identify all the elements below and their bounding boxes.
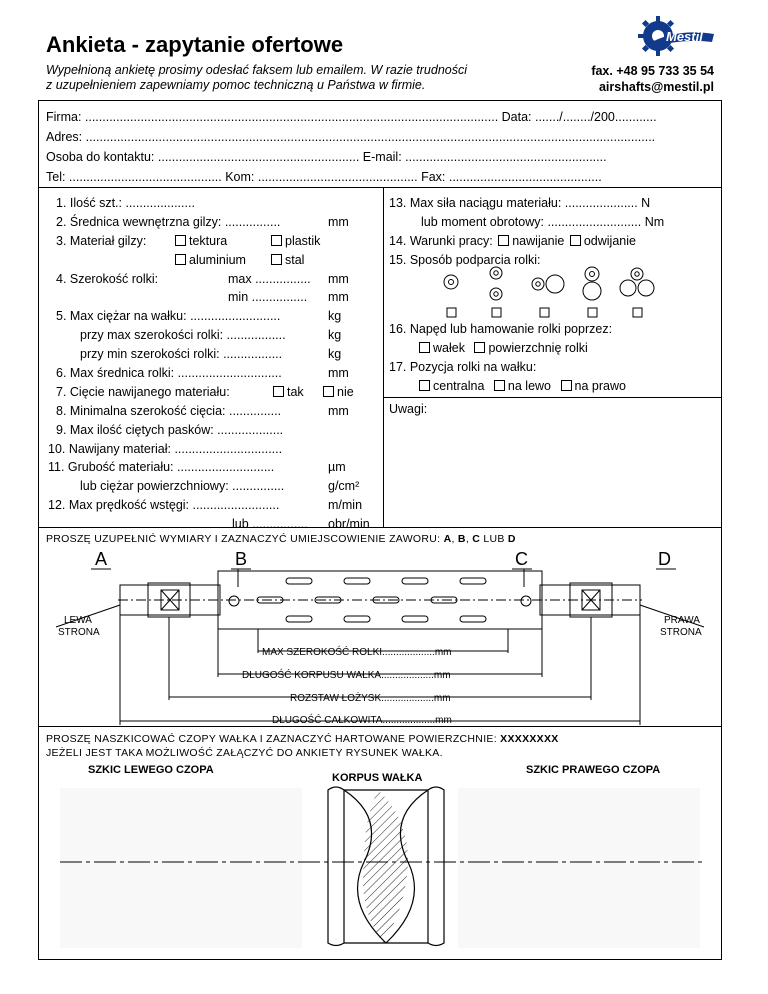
checkbox[interactable] xyxy=(419,342,430,353)
option-tektura[interactable]: tektura xyxy=(173,232,227,251)
q4-min[interactable]: min ................ mm xyxy=(228,290,349,305)
q11-weight[interactable]: lub ciężar powierzchniowy: ............... g/cm² xyxy=(80,479,360,494)
osoba-field[interactable]: Osoba do kontaktu: .......................................................... E-mail: .......................................................... xyxy=(46,150,607,164)
divider xyxy=(38,527,722,528)
left-question-list xyxy=(48,194,381,534)
company-contact xyxy=(591,63,714,95)
support-option-1 xyxy=(444,275,458,289)
q3-options-row xyxy=(56,251,381,270)
option-na-prawo[interactable]: na prawo xyxy=(559,379,626,393)
option-na-lewo[interactable]: na lewo xyxy=(492,379,551,393)
q17: 17. Pozycja rolki na wałku: xyxy=(389,359,537,374)
label-a: A xyxy=(95,549,108,569)
q9[interactable]: 9. Max ilość ciętych pasków: ................... xyxy=(56,422,284,437)
option-aluminium[interactable]: aluminium xyxy=(173,251,246,270)
support-checkbox-2 xyxy=(492,308,501,317)
q5-max-width[interactable]: przy max szerokości rolki: ................. kg xyxy=(80,328,342,343)
q16: 16. Napęd lub hamowanie rolki poprzez: xyxy=(389,322,613,336)
subtitle-line-2: z uzupełnieniem zapewniamy pomoc techniczną u Państwa w firmie. xyxy=(46,78,426,92)
right-question-list xyxy=(389,194,719,270)
q12[interactable]: 12. Max prędkość wstęgi: ......................... m/min xyxy=(48,498,363,513)
option-tak[interactable]: tak xyxy=(271,383,304,402)
q7: 7. Cięcie nawijanego materiału: tak nie xyxy=(56,383,381,402)
option-powierzchnia[interactable]: powierzchnię rolki xyxy=(472,341,587,355)
q5[interactable]: 5. Max ciężar na wałku: .......................... kg xyxy=(56,309,342,324)
q4[interactable]: 4. Szerokość rolki: max ................ mm xyxy=(56,271,349,286)
q6[interactable]: 6. Max średnica rolki: .............................. mm xyxy=(56,366,349,381)
support-option-5 xyxy=(620,268,654,296)
q3: 3. Materiał gilzy: tektura plastik xyxy=(56,232,381,251)
checkbox[interactable] xyxy=(561,380,572,391)
column-divider xyxy=(383,187,384,527)
q11[interactable]: 11. Grubość materiału: ............................ µm xyxy=(48,460,346,475)
left-side-label-1: LEWA xyxy=(64,615,92,626)
q1[interactable]: 1. Ilość szt.: .................... xyxy=(56,196,195,210)
email-address: airshafts@mestil.pl xyxy=(598,80,714,94)
drawing-instruction: PROSZĘ UZUPEŁNIĆ WYMIARY I ZAZNACZYĆ UMIEJSCOWIENIE ZAWORU: A, B, C LUB D xyxy=(46,533,516,545)
checkbox[interactable] xyxy=(175,254,186,265)
page-title: Ankieta - zapytanie ofertowe xyxy=(46,32,344,57)
label-b: B xyxy=(235,549,248,569)
checkbox[interactable] xyxy=(175,235,186,246)
option-plastik[interactable]: plastik xyxy=(269,232,320,251)
right-side-label-1: PRAWA xyxy=(664,615,700,626)
checkbox[interactable] xyxy=(419,380,430,391)
option-stal[interactable]: stal xyxy=(269,251,304,270)
checkbox[interactable] xyxy=(271,254,282,265)
support-checkbox-4 xyxy=(588,308,597,317)
support-option-2 xyxy=(490,267,502,300)
q16-options xyxy=(389,339,719,358)
adres-field[interactable]: Adres: .................................................................................................................................................................... xyxy=(46,130,656,144)
checkbox[interactable] xyxy=(273,386,284,397)
divider xyxy=(38,726,722,727)
shaft-drawing xyxy=(38,545,722,725)
option-centralna[interactable]: centralna xyxy=(417,379,484,393)
label-d: D xyxy=(658,549,671,569)
checkbox[interactable] xyxy=(474,342,485,353)
left-side-label-2: STRONA xyxy=(58,627,100,638)
dim-bearing-spacing: ROZSTAW ŁOŻYSK...................mm xyxy=(290,693,451,704)
hatch-lower xyxy=(363,862,408,943)
center-sketch-label: KORPUS WAŁKA xyxy=(332,772,423,784)
checkbox[interactable] xyxy=(570,235,581,246)
q10[interactable]: 10. Nawijany materiał: ............................... xyxy=(48,441,283,456)
company-logo xyxy=(636,14,720,58)
support-option-4 xyxy=(583,267,601,300)
dim-max-roll-width: MAX SZEROKOŚĆ ROLKI...................mm xyxy=(262,647,452,658)
label-c: C xyxy=(515,549,528,569)
left-sketch-box xyxy=(60,788,302,948)
hatch-upper xyxy=(364,790,408,862)
left-sketch-label: SZKIC LEWEGO CZOPA xyxy=(88,764,214,776)
uwagi-divider xyxy=(383,397,722,398)
q2[interactable]: 2. Średnica wewnętrzna gilzy: ................ mm xyxy=(56,214,349,229)
right-question-list-2 xyxy=(389,320,719,396)
q5-min-width[interactable]: przy min szerokości rolki: ................. kg xyxy=(80,347,342,362)
support-checkbox-3 xyxy=(540,308,549,317)
dim-body-length: DŁUGOŚĆ KORPUSU WAŁKA...................mm xyxy=(242,670,451,681)
checkbox[interactable] xyxy=(498,235,509,246)
support-checkbox-5 xyxy=(633,308,642,317)
option-nawijanie[interactable]: nawijanie xyxy=(496,234,564,248)
q12-rpm[interactable]: lub ................ obr/min xyxy=(232,517,370,532)
right-sketch-label: SZKIC PRAWEGO CZOPA xyxy=(526,764,661,776)
q13-moment[interactable]: lub moment obrotowy: ........................... Nm xyxy=(421,214,665,229)
support-checkbox-1 xyxy=(447,308,456,317)
right-sketch-box xyxy=(458,788,700,948)
firma-field[interactable]: Firma: ....................................................................................................................... Data: ......./......../200............ xyxy=(46,110,657,124)
logo-text: Mestil xyxy=(666,29,703,44)
q13[interactable]: 13. Max siła naciągu materiału: ..................... N xyxy=(389,196,651,210)
sketch-instruction: PROSZĘ NASZKICOWAĆ CZOPY WAŁKA I ZAZNACZYĆ HARTOWANE POWIERZCHNIE: XXXXXXXX JEŻELI JEST TAKA MOŻLIWOŚĆ ZAŁĄCZYĆ DO ANKIETY RYSUNEK WAŁKA. xyxy=(46,733,559,759)
dim-total-length: DŁUGOŚĆ CAŁKOWITA...................mm xyxy=(272,715,452,725)
option-odwijanie[interactable]: odwijanie xyxy=(568,234,636,248)
q8[interactable]: 8. Minimalna szerokość cięcia: ............... mm xyxy=(56,403,349,418)
q15: 15. Sposób podparcia rolki: xyxy=(389,252,541,267)
option-walek[interactable]: wałek xyxy=(417,341,465,355)
tel-field[interactable]: Tel: ............................................ Kom: .............................................. Fax: ............................................ xyxy=(46,170,602,184)
sketch-area[interactable] xyxy=(38,778,722,960)
checkbox[interactable] xyxy=(494,380,505,391)
support-option-3 xyxy=(532,275,564,293)
divider xyxy=(38,187,722,188)
checkbox[interactable] xyxy=(271,235,282,246)
fax-number: fax. +48 95 733 35 54 xyxy=(591,64,714,78)
right-side-label-2: STRONA xyxy=(660,627,702,638)
subtitle-line-1: Wypełnioną ankietę prosimy odesłać faksem lub emailem. W razie trudności xyxy=(46,63,468,77)
q14: 14. Warunki pracy: nawijanie odwijanie xyxy=(389,233,636,248)
page-subtitle xyxy=(46,63,566,93)
support-diagrams xyxy=(430,264,660,324)
q17-options xyxy=(389,377,719,396)
checkbox[interactable] xyxy=(323,386,334,397)
option-nie[interactable]: nie xyxy=(321,383,354,402)
uwagi-label[interactable]: Uwagi: xyxy=(389,402,428,416)
